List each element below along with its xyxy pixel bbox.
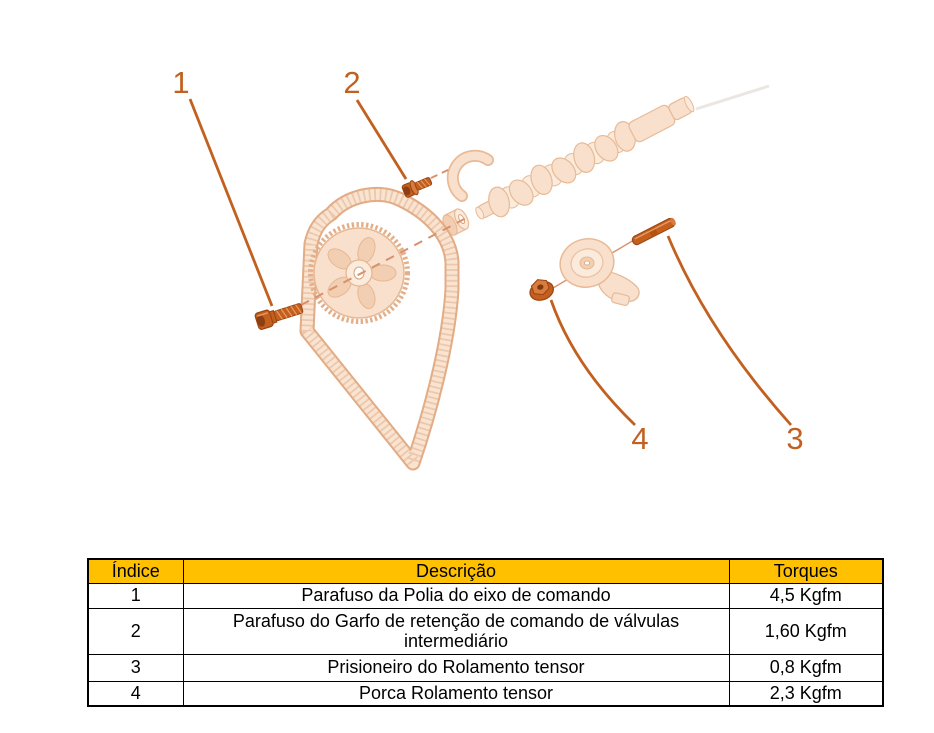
camshaft-illustration <box>469 87 700 230</box>
table-header-row <box>88 559 883 583</box>
callout-4-leader <box>551 300 635 425</box>
table-row <box>88 681 883 706</box>
row-4-index: 4 <box>88 681 183 706</box>
table-row <box>88 654 883 681</box>
row-3-index: 3 <box>88 654 183 681</box>
table-row <box>88 608 883 654</box>
callout-2-leader <box>357 100 406 179</box>
header-indice: Índice <box>88 559 183 583</box>
callout-3-label: 3 <box>786 421 804 456</box>
callout-4-label: 4 <box>631 421 649 456</box>
callout-1-label: 1 <box>172 65 190 100</box>
callout-2-label: 2 <box>343 65 361 100</box>
callout-3-leader <box>668 236 791 425</box>
row-4-description: Porca Rolamento tensor <box>183 681 729 706</box>
faint-artifact-line <box>696 86 769 109</box>
header-torques: Torques <box>729 559 883 583</box>
row-4-torque: 2,3 Kgfm <box>729 681 883 706</box>
row-1-torque: 4,5 Kgfm <box>729 583 883 608</box>
header-descricao: Descrição <box>183 559 729 583</box>
row-2-index: 2 <box>88 608 183 654</box>
row-2-torque: 1,60 Kgfm <box>729 608 883 654</box>
table-row <box>88 583 883 608</box>
tensioner-nut-illustration <box>526 275 556 303</box>
row-1-description: Parafuso da Polia do eixo de comando <box>183 583 729 608</box>
row-3-torque: 0,8 Kgfm <box>729 654 883 681</box>
retaining-fork-illustration <box>453 156 488 196</box>
row-2-description: Parafuso do Garfo de retenção de comando de válvulas intermediário <box>183 608 729 654</box>
pulley-bolt-illustration <box>254 300 304 330</box>
callout-1-leader <box>190 99 272 306</box>
torque-table <box>87 558 884 707</box>
camshaft-pulley-illustration <box>311 225 408 322</box>
row-1-index: 1 <box>88 583 183 608</box>
row-3-description: Prisioneiro do Rolamento tensor <box>183 654 729 681</box>
